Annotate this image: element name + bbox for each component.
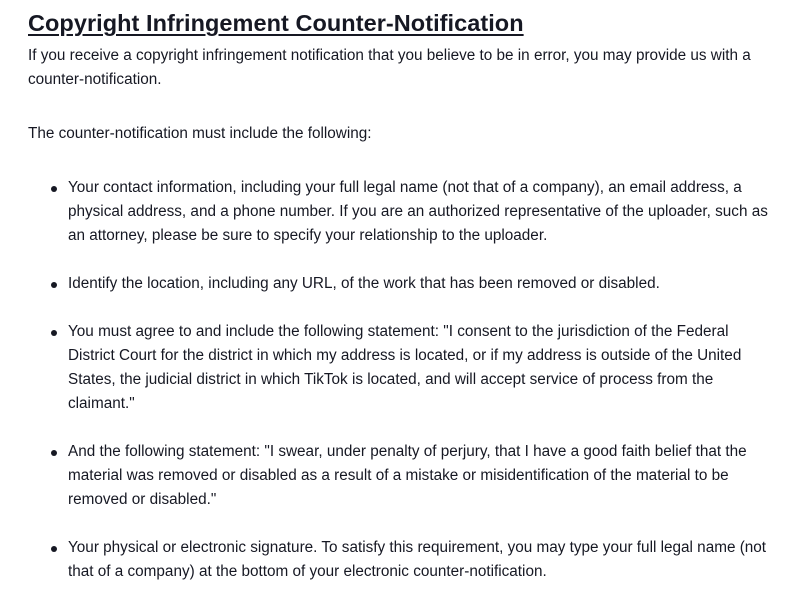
bullet-icon — [51, 330, 57, 336]
list-item-text: And the following statement: "I swear, under penalty of perjury, that I have a good faith belief that the material was removed or disabled as a result of a mistake or misidentification of the material to be removed or disabled." — [68, 443, 747, 508]
list-item — [28, 320, 774, 416]
bullet-icon — [51, 450, 57, 456]
list-item-text: Identify the location, including any URL, of the work that has been removed or disabled. — [68, 275, 660, 292]
list-item-text: Your contact information, including your full legal name (not that of a company), an email address, a physical address, and a phone number. If you are an authorized representative of the uploader, such as an attorney, please be sure to specify your relationship to the uploader. — [68, 179, 768, 244]
list-item — [28, 440, 774, 512]
list-item-text: Your physical or electronic signature. To satisfy this requirement, you may type your full legal name (not that of a company) at the bottom of your electronic counter-notification. — [68, 539, 767, 580]
bullet-icon — [51, 546, 57, 552]
bullet-icon — [51, 186, 57, 192]
bullet-icon — [51, 282, 57, 288]
requirements-list — [28, 176, 774, 584]
page-title: Copyright Infringement Counter-Notification — [28, 10, 524, 36]
list-item — [28, 272, 774, 296]
document-body — [28, 8, 774, 584]
list-item-text: You must agree to and include the following statement: "I consent to the jurisdiction of the Federal District Court for the district in which my address is located, or if my address is outside of the United States, the judicial district in which TikTok is located, and will accept service of process from the claimant." — [68, 323, 742, 412]
list-item — [28, 536, 774, 584]
intro-paragraph: If you receive a copyright infringement notification that you believe to be in error, you may provide us with a counter-notification. — [28, 47, 751, 88]
requirements-lead: The counter-notification must include the following: — [28, 125, 372, 142]
list-item — [28, 176, 774, 248]
